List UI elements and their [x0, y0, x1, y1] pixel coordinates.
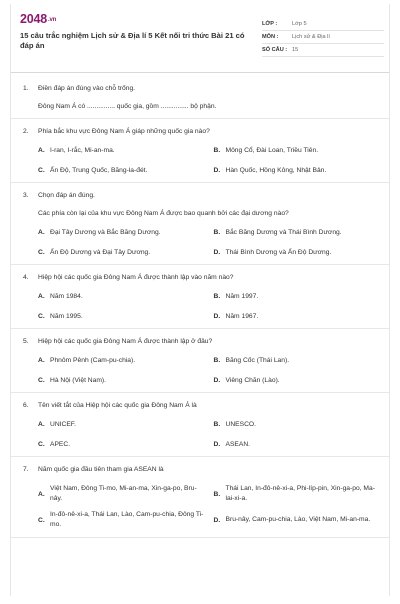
question-subtext: Đông Nam Á có ............... quốc gia, gồm ............... bộ phận.: [38, 103, 217, 110]
option-text: Bru-nây, Cam-pu-chia, Lào, Việt Nam, Mi-an-ma.: [225, 516, 371, 523]
option-text: UNESCO.: [225, 421, 256, 428]
question-3: [11, 183, 389, 265]
question-header: [23, 127, 379, 136]
question-text: Tên viết tắt của Hiệp hội các quốc gia Đông Nam Á là: [38, 402, 197, 409]
site-logo[interactable]: 2048.vn: [20, 12, 57, 26]
question-number: 1.: [23, 85, 29, 92]
meta-row-grade: [262, 18, 384, 31]
question-1: [11, 76, 389, 119]
question-number: 5.: [23, 338, 29, 345]
option-text: APEC.: [50, 441, 71, 448]
option-text: Phnôm Pênh (Cam-pu-chia).: [50, 357, 136, 364]
option-letter: A.: [38, 293, 45, 300]
question-number: 7.: [23, 466, 29, 473]
answer-option[interactable]: [214, 440, 380, 449]
question-text: Chọn đáp án đúng.: [38, 192, 95, 199]
answer-options: [38, 228, 379, 257]
option-letter: C.: [38, 516, 45, 524]
answer-option[interactable]: [214, 376, 380, 385]
option-text: UNICEF.: [50, 421, 77, 428]
option-letter: C.: [38, 167, 45, 174]
option-text: Đại Tây Dương và Bắc Băng Dương.: [50, 229, 161, 236]
answer-options: [38, 292, 379, 321]
question-header: [23, 84, 379, 93]
option-letter: D.: [213, 516, 221, 524]
question-6: [11, 393, 389, 457]
question-header: [23, 465, 379, 474]
meta-key: SỐ CÂU :: [262, 47, 288, 53]
worksheet-meta: [262, 18, 384, 57]
question-text: Điền đáp án đúng vào chỗ trống.: [38, 85, 136, 92]
question-header: [23, 191, 379, 200]
worksheet-title: 15 câu trắc nghiệm Lịch sử & Địa lí 5 Kết nối tri thức Bài 21 có đáp án: [20, 31, 245, 50]
question-5: [11, 329, 389, 393]
answer-options: [38, 484, 379, 530]
answer-option[interactable]: [214, 292, 380, 301]
answer-option[interactable]: [38, 248, 204, 257]
option-letter: D.: [213, 441, 221, 448]
option-letter: D.: [213, 249, 221, 256]
answer-options: [38, 420, 379, 449]
worksheet-header: [11, 4, 389, 60]
option-letter: A.: [38, 229, 45, 236]
option-text: ASEAN.: [225, 441, 251, 448]
option-text: Năm 1997.: [225, 293, 259, 300]
option-letter: B.: [213, 421, 221, 428]
answer-option[interactable]: [38, 440, 204, 449]
answer-option[interactable]: [214, 420, 380, 429]
option-letter: D.: [213, 377, 221, 384]
question-text: Hiệp hội các quốc gia Đông Nam Á được thành lập vào năm nào?: [38, 274, 234, 281]
question-text: Hiệp hội các quốc gia Đông Nam Á được thành lập ở đâu?: [38, 338, 213, 345]
answer-option[interactable]: [38, 510, 204, 530]
meta-row-count: [262, 44, 384, 57]
option-letter: B.: [213, 229, 221, 236]
option-text: Hà Nội (Việt Nam).: [50, 377, 106, 384]
option-letter: C.: [38, 441, 45, 448]
answer-option[interactable]: [38, 166, 204, 175]
question-number: 3.: [23, 192, 29, 199]
option-text: Viêng Chăn (Lào).: [225, 377, 280, 384]
option-letter: C.: [38, 377, 45, 384]
option-text: Ấn Độ Dương và Đại Tây Dương.: [50, 249, 151, 256]
answer-option[interactable]: [38, 292, 204, 301]
option-text: Mông Cổ, Đài Loan, Triều Tiên.: [225, 147, 319, 154]
option-text: Thái Lan, In-đô-nê-xi-a, Phi-líp-pin, Xin-ga-po, Ma-lai-xi-a.: [225, 485, 375, 502]
option-letter: A.: [38, 357, 45, 364]
option-text: Thái Bình Dương và Ấn Độ Dương.: [225, 249, 332, 256]
option-text: Năm 1995.: [50, 313, 83, 320]
header-divider: [11, 72, 389, 73]
option-text: Năm 1984.: [50, 293, 83, 300]
answer-option[interactable]: [38, 356, 204, 365]
answer-option[interactable]: [214, 356, 380, 365]
answer-option[interactable]: [214, 146, 380, 155]
answer-option[interactable]: [38, 420, 204, 429]
answer-option[interactable]: [38, 228, 204, 237]
option-letter: C.: [38, 313, 45, 320]
option-letter: D.: [213, 313, 221, 320]
answer-option[interactable]: [38, 146, 204, 155]
option-text: In-đô-nê-xi-a, Thái Lan, Lào, Cam-pu-chia, Đông Ti-mo.: [50, 511, 204, 528]
option-letter: B.: [213, 357, 221, 364]
question-text: Phía bắc khu vực Đông Nam Á giáp những quốc gia nào?: [38, 128, 210, 135]
option-letter: B.: [213, 490, 221, 498]
answer-option[interactable]: [214, 510, 380, 530]
question-2: [11, 119, 389, 183]
answer-option[interactable]: [214, 312, 380, 321]
meta-value: Lịch sử & Địa lí: [292, 34, 330, 40]
option-letter: D.: [213, 167, 221, 174]
answer-options: [38, 146, 379, 175]
option-letter: A.: [38, 421, 45, 428]
question-subtext: Các phía còn lại của khu vực Đông Nam Á được bao quanh bởi các đại dương nào?: [38, 210, 289, 217]
question-header: [23, 337, 379, 346]
answer-option[interactable]: [38, 376, 204, 385]
meta-key: LỚP :: [262, 21, 278, 27]
question-4: [11, 265, 389, 329]
meta-value: Lớp 5: [292, 21, 307, 27]
answer-option[interactable]: [214, 248, 380, 257]
option-text: Năm 1967.: [225, 313, 259, 320]
question-7: [11, 457, 389, 538]
answer-options: [38, 356, 379, 385]
answer-option[interactable]: [214, 228, 380, 237]
meta-value: 15: [292, 47, 299, 53]
question-text: Năm quốc gia đầu tiên tham gia ASEAN là: [38, 466, 164, 473]
option-text: Băng Cốc (Thái Lan).: [225, 357, 290, 364]
option-letter: A.: [38, 490, 45, 498]
answer-option[interactable]: [214, 166, 380, 175]
question-number: 6.: [23, 402, 29, 409]
answer-option[interactable]: [214, 484, 380, 504]
answer-option[interactable]: [38, 484, 204, 504]
option-letter: C.: [38, 249, 45, 256]
option-text: Việt Nam, Đông Ti-mo, Mi-an-ma, Xin-ga-po, Bru-nây.: [50, 485, 197, 502]
option-letter: A.: [38, 147, 45, 154]
option-letter: B.: [213, 147, 221, 154]
meta-row-subject: [262, 31, 384, 44]
question-header: [23, 401, 379, 410]
option-text: I-ran, I-rắc, Mi-an-ma.: [50, 147, 115, 154]
option-text: Ấn Độ, Trung Quốc, Băng-la-đét.: [50, 167, 148, 174]
question-list: [11, 76, 389, 538]
question-number: 4.: [23, 274, 29, 281]
question-number: 2.: [23, 128, 29, 135]
option-letter: B.: [213, 293, 221, 300]
worksheet-page: [10, 4, 390, 596]
option-text: Hàn Quốc, Hồng Kông, Nhật Bản.: [225, 167, 327, 174]
answer-option[interactable]: [38, 312, 204, 321]
option-text: Bắc Băng Dương và Thái Bình Dương.: [225, 229, 342, 236]
meta-key: MÔN :: [262, 34, 279, 40]
question-header: [23, 273, 379, 282]
